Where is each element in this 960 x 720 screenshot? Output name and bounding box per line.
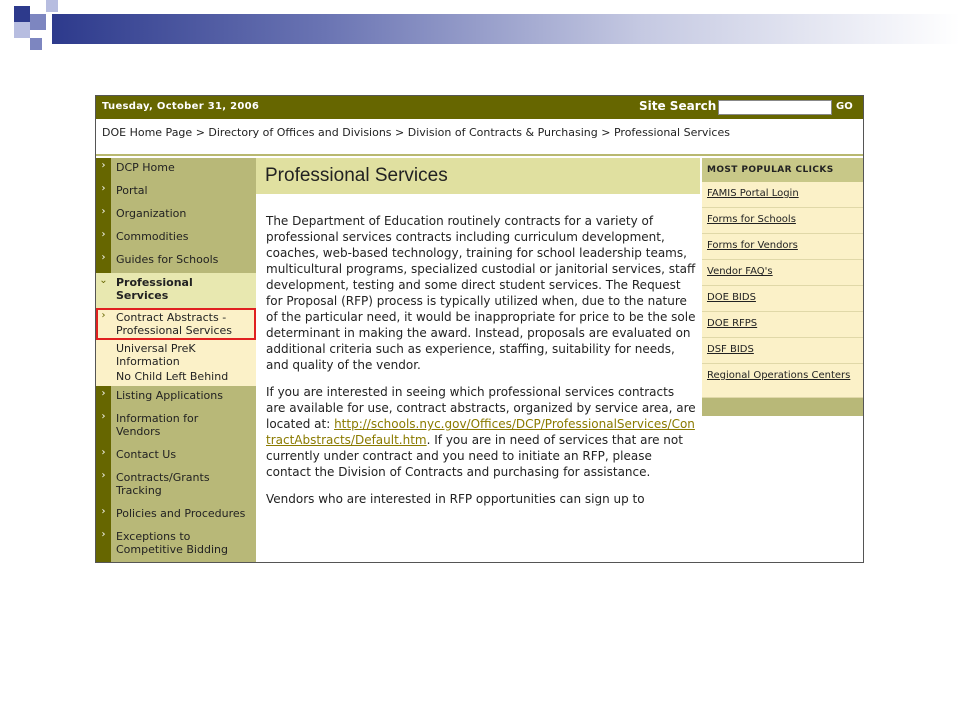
nav-item-contracts-grants-tracking[interactable] (96, 468, 256, 504)
decor-square (14, 22, 30, 38)
nav-subitem-universal-prek[interactable] (96, 340, 256, 368)
chevron-right-icon: › (101, 310, 106, 321)
chevron-right-icon: › (96, 504, 111, 527)
popular-link-vendor-faq[interactable]: Vendor FAQ's (707, 266, 773, 277)
nav-item-information-for-vendors[interactable] (96, 409, 256, 445)
site-search-label: Site Search (639, 99, 717, 113)
nav-item-portal[interactable] (96, 181, 256, 204)
chevron-right-icon: › (96, 468, 111, 504)
left-nav (96, 158, 256, 563)
right-nav (700, 158, 863, 563)
breadcrumb-link-dcp[interactable]: Division of Contracts & Purchasing (407, 126, 598, 139)
nav-label: DCP Home (116, 161, 175, 174)
popular-item (702, 338, 863, 364)
decor-square (14, 6, 30, 22)
breadcrumb (96, 119, 863, 156)
chevron-right-icon: › (96, 409, 111, 445)
slide-header-decoration (0, 0, 960, 52)
nav-label: Universal PreK Information (116, 342, 196, 368)
nav-label: Information for Vendors (116, 412, 199, 438)
nav-label: No Child Left Behind (116, 370, 229, 383)
breadcrumb-separator: > (395, 126, 405, 139)
chevron-right-icon: › (96, 227, 111, 250)
chevron-right-icon: › (96, 204, 111, 227)
popular-link-famis[interactable]: FAMIS Portal Login (707, 188, 799, 199)
content-body (266, 213, 696, 518)
nav-item-policies-and-procedures[interactable] (96, 504, 256, 527)
decor-square (30, 14, 46, 30)
current-date: Tuesday, October 31, 2006 (102, 101, 260, 112)
browser-screenshot (95, 95, 864, 563)
most-popular-heading: MOST POPULAR CLICKS (702, 158, 863, 182)
nav-item-exceptions-to-competitive-bidding[interactable] (96, 527, 256, 563)
right-nav-footer (702, 398, 863, 416)
nav-label: Portal (116, 184, 148, 197)
nav-subitem-no-child-left-behind[interactable] (96, 368, 256, 386)
popular-item (702, 364, 863, 398)
nav-label: Contact Us (116, 448, 177, 461)
popular-link-doe-bids[interactable]: DOE BIDS (707, 292, 756, 303)
chevron-right-icon: › (96, 445, 111, 468)
breadcrumb-separator: > (601, 126, 611, 139)
nav-label: Professional Services (116, 276, 193, 302)
nav-item-guides-for-schools[interactable] (96, 250, 256, 273)
decor-square (30, 38, 42, 50)
breadcrumb-link-doe-home[interactable]: DOE Home Page (102, 126, 193, 139)
site-search-input[interactable] (718, 100, 832, 115)
nav-label: Commodities (116, 230, 189, 243)
paragraph: The Department of Education routinely contracts for a variety of professional services contracts including curriculum development, coaches, web-based technology, training for school leadership teams, multicultural programs, specialized custodial or janitorial services, staff development, testing and some direct student services. The Request for Proposal (RFP) process is typically utilized when, due to the nature of the particular need, it would be inappropriate for price to be the sole determinant in making the award. Instead, proposals are evaluated on additional criteria such as experience, staffing, suitability for needs, and quality of the vendor. (266, 214, 696, 372)
nav-label: Organization (116, 207, 187, 220)
nav-item-listing-applications[interactable] (96, 386, 256, 409)
popular-item (702, 182, 863, 208)
paragraph: Vendors who are interested in RFP opportunities can sign up to (266, 492, 645, 506)
contract-abstracts-link[interactable]: http://schools.nyc.gov/Offices/DCP/ProfessionalServices/ContractAbstracts/Default.htm (266, 417, 695, 447)
breadcrumb-separator: > (195, 126, 205, 139)
popular-link-forms-vendors[interactable]: Forms for Vendors (707, 240, 798, 251)
popular-link-forms-schools[interactable]: Forms for Schools (707, 214, 796, 225)
nav-label: Guides for Schools (116, 253, 219, 266)
nav-label: Listing Applications (116, 389, 223, 402)
chevron-right-icon: › (96, 527, 111, 563)
popular-item (702, 208, 863, 234)
go-button[interactable]: GO (836, 101, 853, 112)
popular-link-doe-rfps[interactable]: DOE RFPS (707, 318, 758, 329)
nav-label: Contracts/Grants Tracking (116, 471, 210, 497)
popular-link-dsf-bids[interactable]: DSF BIDS (707, 344, 754, 355)
nav-item-contact-us[interactable] (96, 445, 256, 468)
chevron-down-icon: ⌄ (99, 275, 108, 286)
breadcrumb-current: Professional Services (613, 126, 730, 139)
chevron-right-icon: › (96, 158, 111, 181)
popular-link-regional-operations[interactable]: Regional Operations Centers (707, 370, 851, 381)
popular-item (702, 260, 863, 286)
paragraph-text: If you are interested in seeing which professional services contracts are available for use, contract abstracts, organized by service area, are located at: (266, 385, 696, 431)
nav-label: Contract Abstracts - Professional Services (116, 311, 232, 337)
chevron-right-icon: › (96, 250, 111, 273)
nav-label: Exceptions to Competitive Bidding (116, 530, 228, 556)
decor-gradient-bar (52, 14, 960, 44)
nav-item-organization[interactable] (96, 204, 256, 227)
nav-item-commodities[interactable] (96, 227, 256, 250)
nav-item-professional-services[interactable] (96, 273, 256, 308)
top-bar (96, 96, 863, 119)
nav-label: Policies and Procedures (116, 507, 246, 520)
page-title: Professional Services (256, 158, 700, 194)
popular-item (702, 312, 863, 338)
decor-square (46, 0, 58, 12)
breadcrumb-link-directory[interactable]: Directory of Offices and Divisions (208, 126, 392, 139)
paragraph (266, 384, 696, 480)
nav-item-dcp-home[interactable] (96, 158, 256, 181)
nav-subitem-contract-abstracts[interactable] (96, 308, 256, 340)
paragraph-text: . If you are in need of services that are not currently under contract and you need to initiate an RFP, please contact the Division of Contracts and purchasing for assistance. (266, 433, 683, 479)
popular-item (702, 234, 863, 260)
popular-item (702, 286, 863, 312)
chevron-right-icon: › (96, 181, 111, 204)
chevron-right-icon: › (96, 386, 111, 409)
main-content (256, 158, 700, 563)
